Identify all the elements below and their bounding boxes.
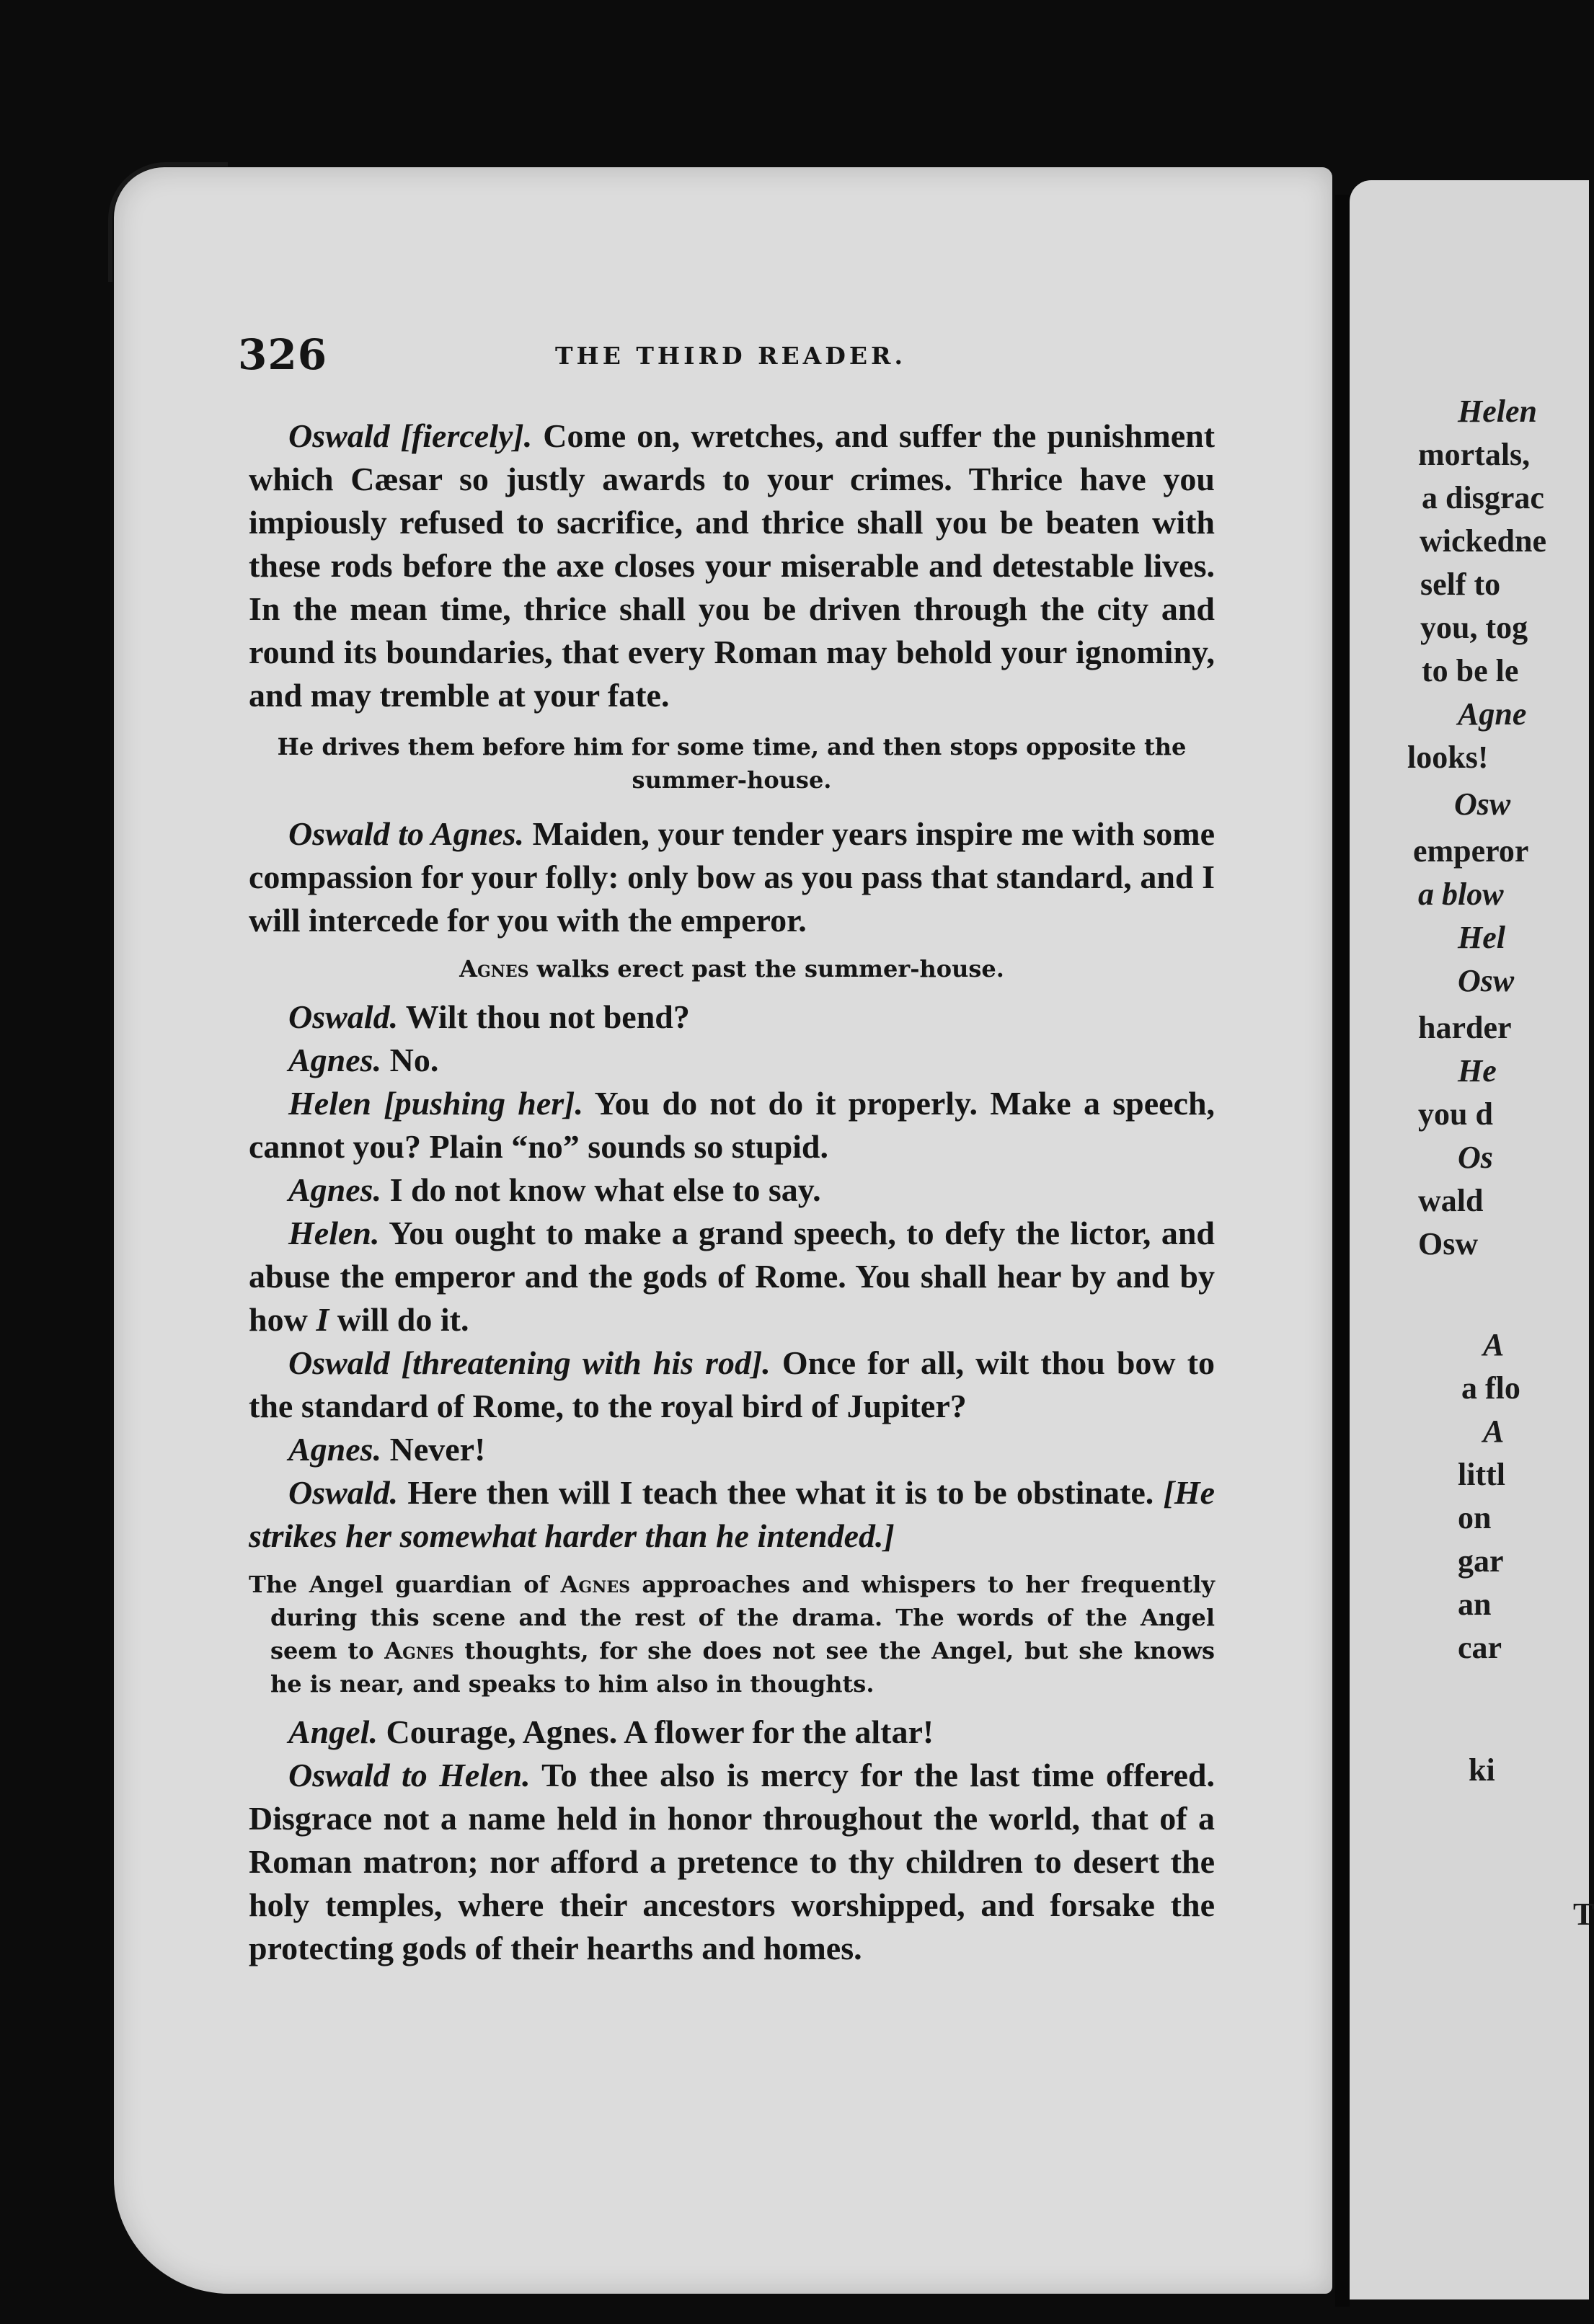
right-page-line: gar [1458,1543,1504,1579]
right-page-line: He [1458,1053,1497,1088]
right-page-line: Hel [1458,920,1505,955]
right-page-line: Osw [1418,1226,1479,1261]
running-title: THE THIRD READER. [555,342,906,370]
stage-direction-inline: [threatening with his rod]. [401,1344,771,1381]
book-gutter [1335,195,1350,2307]
right-page-line: on [1458,1500,1492,1535]
dialogue-text: You ought to make a grand speech, to defy the lictor, and abuse the emperor and the gods of Rome. You shall hear by and by how [249,1215,1215,1338]
dialogue-text: You do not do it properly. Make a speech, cannot you? Plain “no” sounds so stupid. [249,1085,1216,1165]
right-page-line: A [1483,1327,1505,1362]
right-page-line: an [1458,1587,1492,1622]
emphasis: I [316,1301,329,1338]
dialogue-text: Never! [389,1431,486,1468]
right-page-line: Osw [1454,786,1511,822]
dialogue-paragraph [249,995,1215,1039]
stage-direction [249,952,1215,985]
dialogue-paragraph [249,1428,1215,1471]
dialogue-paragraph [249,1341,1215,1428]
speaker-name: Oswald. [288,998,399,1035]
page-body-text [249,414,1215,1970]
stage-direction-text: approaches and whispers to her frequently during this scene and the rest of the drama. The words of the Angel seem to [270,1571,1216,1664]
stage-direction: He drives them before him for some time, and then stops opposite the summer-house. [277,733,1187,794]
right-page-line: a flo [1461,1370,1520,1406]
dialogue-text: Here then will I teach thee what it is to be obstinate. [407,1474,1154,1511]
speaker-name: Oswald. [288,1474,399,1511]
dialogue-text: No. [389,1042,439,1078]
right-page-line: Agne [1458,696,1527,732]
stage-direction-text: The Angel guardian of [249,1571,549,1598]
dialogue-text: Maiden, your tender years inspire me with some compassion for your folly: only bow as you pass that standard, and I will intercede for you with the emperor. [249,815,1215,939]
right-page-line: emperor [1413,833,1529,869]
dialogue-text: Once for all, wilt thou bow to the standard of Rome, to the royal bird of Jupiter? [249,1344,1216,1424]
stage-direction-text: walks erect past the summer-house. [536,955,1004,983]
right-page-line: you, tog [1420,610,1528,645]
right-page-line: looks! [1407,740,1489,775]
stage-direction-inline: [pushing her]. [384,1085,583,1122]
dialogue-paragraph [249,1754,1215,1970]
speaker-name: Oswald [288,1344,390,1381]
stage-direction-inline: [He strikes her somewhat harder than he intended.] [249,1474,1216,1554]
dialogue-text: To thee also is mercy for the last time offered. Disgrace not a name held in honor throughout the world, that of a Roman matron; nor afford a pretence to thy children to desert the holy temples, where their ancestors worshipped, and forsake the protecting gods of their hearths and homes. [249,1757,1215,1966]
speaker-name: Helen. [288,1215,380,1251]
right-page-line: Osw [1458,963,1515,998]
right-page-line: Os [1458,1140,1493,1175]
right-page-line: wickedne [1420,523,1546,559]
dialogue-paragraph [249,1039,1215,1082]
speaker-name: Helen [288,1085,371,1122]
dialogue-paragraph [249,414,1215,717]
right-book-page-partial [1350,180,1594,2299]
speaker-name: Oswald to Agnes. [288,815,524,852]
right-page-line: you d [1418,1096,1493,1132]
right-page-line: wald [1418,1183,1484,1218]
right-page-line: littl [1458,1457,1505,1492]
stage-direction-text: thoughts, for she does not see the Angel, but she knows he is near, and speaks to him also in thoughts. [270,1637,1216,1698]
speaker-name: Oswald [288,417,390,454]
right-page-line: a disgrac [1422,480,1544,515]
right-page-line: a blow [1418,877,1504,912]
right-page-line: harder [1418,1010,1512,1045]
right-page-line: ki [1469,1752,1495,1788]
speaker-name: Agnes. [288,1431,382,1468]
dialogue-text: Wilt thou not bend? [405,998,690,1035]
dialogue-paragraph [249,1212,1215,1341]
dialogue-paragraph [249,1471,1215,1558]
right-page-line: car [1458,1630,1502,1665]
page-number: 326 [238,330,328,379]
stage-direction-inline: [fiercely]. [400,417,533,454]
right-page-line: A [1483,1414,1505,1449]
dialogue-paragraph [249,1168,1215,1212]
speaker-name: Agnes. [288,1042,382,1078]
character-name: Agnes [560,1571,631,1598]
page-corner-curl [108,162,228,282]
dialogue-text: Come on, wretches, and suffer the punishment which Cæsar so justly awards to your crimes. Thrice have you impiously refused to sacrifice, and thrice shall you be beaten with these rods before the axe closes your miserable and detestable lives. In the mean time, thrice shall you be driven through the city and round its boundaries, that every Roman may behold your ignominy, and may tremble at your fate. [249,417,1216,714]
dialogue-paragraph [249,1082,1215,1168]
character-name: Agnes [384,1637,454,1664]
dialogue-paragraph [249,812,1215,942]
right-page-line: mortals, [1418,437,1531,472]
right-page-line: Helen [1458,394,1537,429]
dialogue-text: I do not know what else to say. [389,1171,821,1208]
stage-direction [249,1568,1215,1700]
right-page-line: self to [1420,567,1501,602]
right-page-line: to be le [1422,653,1519,688]
dialogue-paragraph [249,1711,1215,1754]
speaker-name: Agnes. [288,1171,382,1208]
speaker-name: Oswald to Helen. [288,1757,531,1793]
dialogue-text: Courage, Agnes. A flower for the altar! [386,1713,934,1750]
speaker-name: Angel. [288,1713,378,1750]
dialogue-text: will do it. [337,1301,469,1338]
right-page-line: T [1573,1897,1594,1932]
character-name: Agnes [459,955,529,983]
